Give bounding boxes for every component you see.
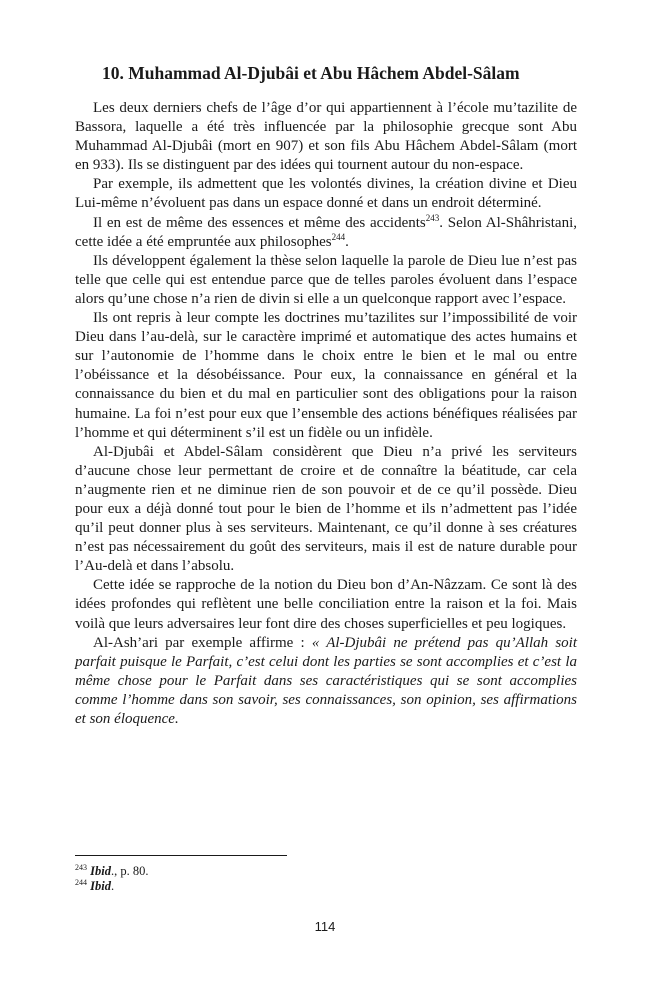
paragraph-1: Les deux derniers chefs de l’âge d’or qui appartiennent à l’école mu’tazilite de Bassora, laquelle a été très influencée par la philosophie grecque sont Abu Muhammad Al-Djubâi (mort en 907) et son fils Abu Hâchem Abdel-Sâlam (mort en 933). Ils se distinguent par des idées qui tournent autour du non-espace. xyxy=(75,100,577,174)
footnote-divider xyxy=(75,855,287,856)
page-number: 114 xyxy=(314,919,336,934)
paragraph-6: Al-Djubâi et Abdel-Sâlam considèrent que Dieu n’a privé les serviteurs d’aucune chose leur permettant de croire et de connaître la béatitude, car cela n’augmente rien et ne diminue rien de son pouvoir et de ce qu’il possède. Dieu pour eux a déjà donné tout pour le bien de l’homme et ils n’admettent pas l’idée qu’il peut donner plus à ses serviteurs. Maintenant, ce qu’il donne à ses créatures n’est pas nécessairement du goût des serviteurs, mais il est de nature durable pour l’Au-delà et dans l’absolu. xyxy=(75,443,577,575)
paragraph-3-part-2: . Selon Al-Shâhristani, cette idée a été empruntée aux philosophes xyxy=(75,214,578,250)
footnote-ref-text: Ibid xyxy=(90,879,111,893)
paragraph-8-lead: Al-Ash’ari par exemple affirme : xyxy=(93,634,312,651)
footnote-number: 244 xyxy=(75,877,87,887)
paragraph-8-quote: « Al-Djubâi ne prétend pas qu’Allah soit parfait puisque le Parfait, c’est celui dont les parties se sont accomplies et c’est la même chose pour le Parfait dans ses caractéristiques qui se sont accomplies comme l’homme dans son savoir, ses connaissances, son opinion, ses affirmations et son éloquence. xyxy=(75,634,578,727)
footnote-ref-244[interactable]: 244 xyxy=(331,231,346,242)
page-content xyxy=(75,62,577,729)
paragraph-4: Ils développent également la thèse selon laquelle la parole de Dieu lue n’est pas telle que celle qui est entendue parce que de telles paroles évoluent dans l’espace alors qu’une chose n’a rien de divin si elle a un quelconque rapport avec l’espace. xyxy=(75,252,577,307)
footnote-rest: ., p. 80. xyxy=(110,864,149,878)
paragraph-7: Cette idée se rapproche de la notion du Dieu bon d’An-Nâzzam. Ce sont là des idées profondes qui reflètent une belle conciliation entre la raison et la foi. Mais voilà que leurs adversaires leur font dire des choses superficielles et peu logiques. xyxy=(75,577,577,632)
footnote-number: 243 xyxy=(75,862,87,872)
paragraph-3-part-3: . xyxy=(345,233,349,250)
footnotes xyxy=(75,864,148,894)
body-text xyxy=(75,99,577,729)
footnote-244 xyxy=(75,879,148,894)
footnote-ref-text: Ibid xyxy=(90,864,111,878)
footnote-rest: . xyxy=(110,879,115,893)
paragraph-3 xyxy=(75,214,577,252)
paragraph-5: Ils ont repris à leur compte les doctrines mu’tazilites sur l’impossibilité de voir Dieu dans l’au-delà, sur le caractère imprimé et automatique des actes humains et sur l’autonomie de l’homme dans le choix entre le bien et le mal ou entre l’obéissance et la désobéissance. Pour eux, la connaissance en général et la connaissance du bien et du mal en particulier sont des obligations pour la raison humaine. La foi n’est pour eux que l’ensemble des actions bénéfiques réalisées par l’homme et qui déterminent s’il est un fidèle ou un infidèle. xyxy=(75,310,577,441)
paragraph-3-part-1: Il en est de même des essences et même des accidents xyxy=(93,214,426,231)
paragraph-2: Par exemple, ils admettent que les volontés divines, la création divine et Dieu Lui-même n’évoluent pas dans un espace donné et dans un endroit déterminé. xyxy=(75,176,577,212)
chapter-title: 10. Muhammad Al-Djubâi et Abu Hâchem Abdel-Sâlam xyxy=(102,63,520,83)
footnote-243 xyxy=(75,864,148,879)
footnote-ref-243[interactable]: 243 xyxy=(425,212,440,223)
paragraph-8 xyxy=(75,634,577,729)
